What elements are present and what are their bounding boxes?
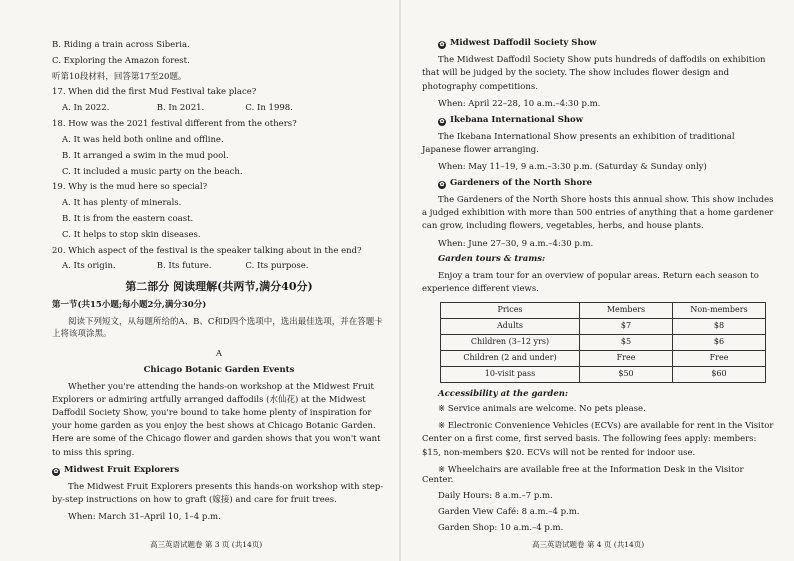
ikebana-heading-text: Ikebana International Show — [450, 114, 584, 125]
accessibility-wheelchairs: ※ Wheelchairs are available free at the Information Desk in the Visitor Center. — [422, 464, 744, 486]
daffodil-when: When: April 22–28, 10 a.m.–4:30 p.m. — [438, 98, 601, 109]
cafe-hours: Garden View Café: 8 a.m.–4 p.m. — [438, 506, 580, 517]
tours-body: Enjoy a tram tour for an overview of popular areas. Return each season to experience different views. — [422, 271, 759, 295]
shop-hours: Garden Shop: 10 a.m.–4 p.m. — [438, 522, 564, 533]
passage-title: Chicago Botanic Garden Events — [143, 364, 295, 375]
q17-option-b: B. In 2021. — [156, 103, 205, 114]
q18-option-c: C. It included a music party on the beach. — [62, 166, 243, 177]
table-row — [441, 350, 766, 366]
north-shore-when: When: June 27–30, 9 a.m.–4:30 p.m. — [438, 238, 594, 249]
price-table-header — [441, 302, 766, 318]
fruit-explorers-heading-text: Midwest Fruit Explorers — [64, 464, 180, 475]
question-20-options — [52, 261, 386, 272]
accessibility-heading: Accessibility at the garden: — [438, 388, 569, 399]
q19-option-b: B. It is from the eastern coast. — [62, 213, 194, 224]
tours-heading: Garden tours & trams: — [438, 254, 546, 265]
flower-bullet-icon: ✿ — [439, 41, 445, 48]
q16-option-b: B. Riding a train across Siberia. — [52, 40, 190, 50]
table-cell: $8 — [673, 318, 766, 334]
q18-option-a: A. It was held both online and offline. — [62, 134, 224, 145]
table-row — [441, 366, 766, 382]
fruit-explorers-heading — [52, 465, 386, 476]
table-cell: 10-visit pass — [441, 366, 580, 382]
section-one-title: 第一节(共15小题;每小题2分,满分30分) — [52, 299, 207, 310]
flower-bullet-icon: ✿ — [53, 467, 59, 475]
table-cell: $5 — [580, 334, 673, 350]
right-page — [400, 0, 794, 561]
ikebana-when: When: May 11–19, 9 a.m.–3:30 p.m. (Saturday & Sunday only) — [438, 162, 707, 173]
daffodil-body: The Midwest Daffodil Society Show puts hundreds of daffodils on exhibition that will be judged by the society. The show includes flower design and photography competitions. — [422, 55, 766, 92]
ikebana-heading — [422, 115, 774, 126]
passage-intro: Whether you're attending the hands-on workshop at the Midwest Fruit Explorers or admiring artfully arranged daffodils (水仙花) at the Midwest Daffodil Society Show, you're bound to take home plenty of inspiration for your home garden as you enjoy the best shows at Chicago Botanic Garden. Here are some of the Chicago flower and garden shows that you won't want to miss this spring. — [52, 381, 381, 458]
q20-option-a: A. Its origin. — [62, 261, 116, 272]
table-row — [441, 334, 766, 350]
q18-option-b: B. It arranged a swim in the mud pool. — [62, 150, 229, 161]
table-cell: Adults — [441, 318, 580, 334]
q17-option-c: C. In 1998. — [245, 103, 293, 114]
q19-option-a: A. It has plenty of minerals. — [62, 198, 182, 209]
part-two-title: 第二部分 阅读理解(共两节,满分40分) — [125, 280, 313, 293]
q16-option-c: C. Exploring the Amazon forest. — [52, 55, 190, 66]
ikebana-body: The Ikebana International Show presents an exhibition of traditional Japanese flower arranging. — [422, 131, 735, 155]
table-cell: $7 — [580, 318, 673, 334]
table-cell: Children (3–12 yrs) — [441, 334, 580, 350]
table-cell: $6 — [673, 334, 766, 350]
north-shore-heading-text: Gardeners of the North Shore — [450, 177, 593, 188]
question-17: 17. When did the first Mud Festival take place? — [52, 87, 257, 98]
daily-hours: Daily Hours: 8 a.m.–7 p.m. — [438, 491, 553, 502]
q20-option-b: B. Its future. — [156, 261, 212, 272]
left-page-footer: 高三英语试题卷 第 3 页 (共14页) — [150, 539, 263, 549]
price-table — [440, 302, 766, 383]
north-shore-body: The Gardeners of the North Shore hosts this annual show. This show includes a judged exhibition with more than 500 entries of anything that a home gardener can grow, including flowers, vegetables, herbs, and house plants. — [422, 195, 774, 232]
listening-instruction: 听第10段材料，回答第17至20题。 — [52, 71, 187, 82]
north-shore-heading — [422, 178, 774, 189]
question-19: 19. Why is the mud here so special? — [52, 182, 208, 193]
q17-option-a: A. In 2022. — [62, 103, 110, 114]
accessibility-ecvs: ※ Electronic Convenience Vehicles (ECVs) are available for rent in the Visitor Center on a first come, first served basis. The following fees apply: members: $15, non-members $20. ECVs will not be rented for indoor use. — [422, 421, 774, 458]
fruit-explorers-when: When: March 31–April 10, 1–4 p.m. — [68, 512, 221, 523]
question-18: 18. How was the 2021 festival different from the others? — [52, 119, 297, 130]
right-page-footer: 高三英语试题卷 第 4 页 (共14页) — [532, 539, 645, 549]
table-cell: Children (2 and under) — [441, 350, 580, 366]
passage-letter: A — [215, 349, 223, 360]
question-20: 20. Which aspect of the festival is the speaker talking about in the end? — [52, 245, 362, 256]
table-cell: $50 — [580, 366, 673, 382]
flower-bullet-icon: ✿ — [439, 180, 445, 188]
price-header-cell: Non-members — [673, 302, 766, 318]
daffodil-heading-text: Midwest Daffodil Society Show — [450, 38, 597, 48]
flower-bullet-icon: ✿ — [439, 117, 445, 125]
q20-option-c: C. Its purpose. — [245, 261, 309, 272]
q19-option-c: C. It helps to stop skin diseases. — [62, 229, 201, 240]
fruit-explorers-body: The Midwest Fruit Explorers presents this hands-on workshop with step-by-step instructions on how to graft (嫁接) and care for fruit trees. — [52, 481, 384, 506]
table-cell: Free — [580, 350, 673, 366]
accessibility-service-animals: ※ Service animals are welcome. No pets please. — [438, 404, 646, 415]
table-row — [441, 318, 766, 334]
price-header-cell: Members — [580, 302, 673, 318]
table-cell: $60 — [673, 366, 766, 382]
price-header-cell: Prices — [441, 302, 580, 318]
question-17-options — [52, 103, 386, 114]
reading-instructions: 阅读下列短文，从每题所给的A、B、C和D四个选项中，选出最佳选项，并在答题卡上将该项涂黑。 — [52, 316, 383, 340]
daffodil-heading — [422, 38, 774, 49]
table-cell: Free — [673, 350, 766, 366]
